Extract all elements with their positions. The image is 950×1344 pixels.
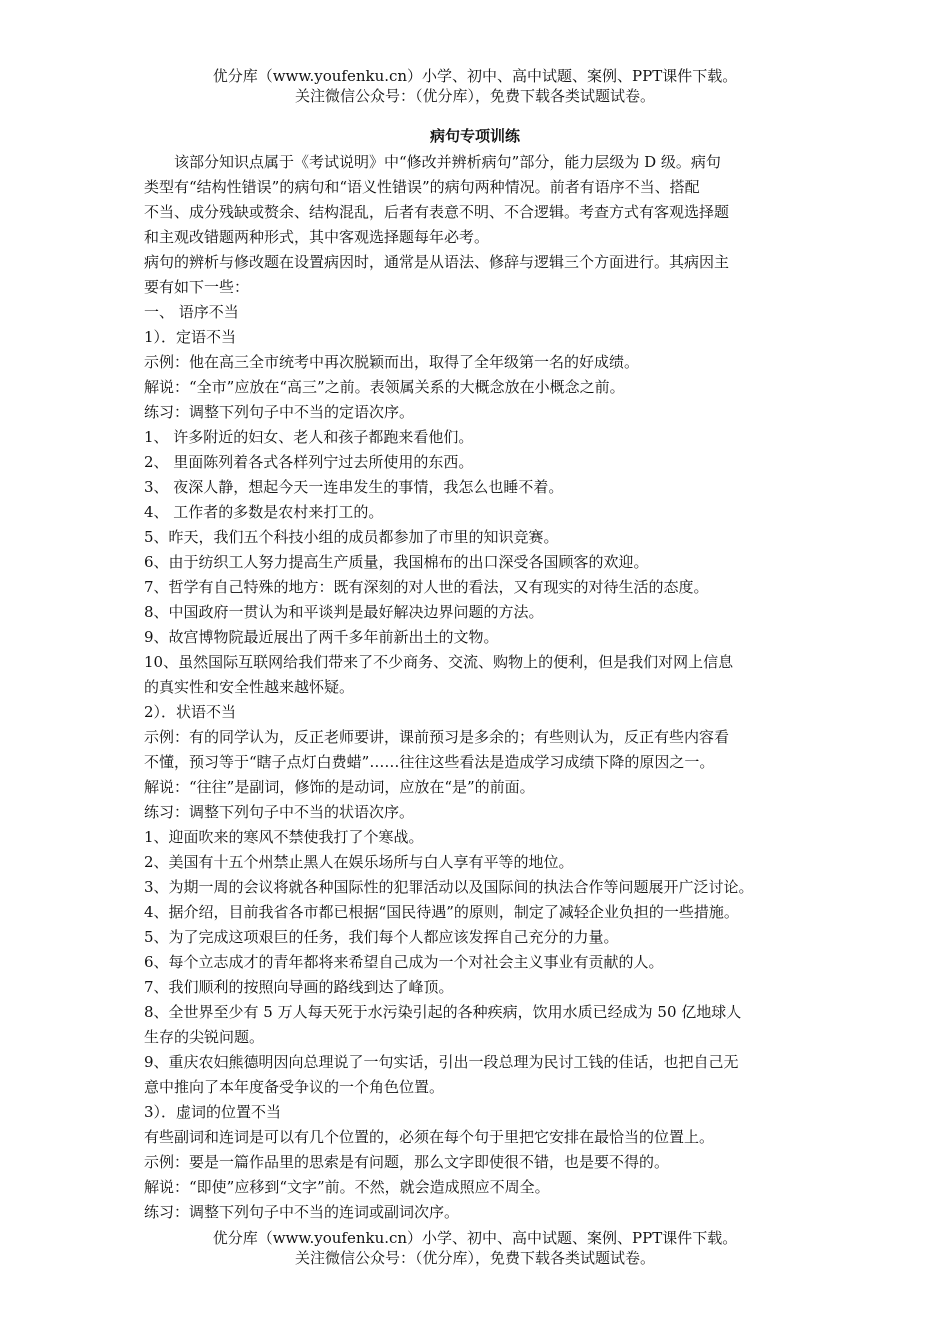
text-line: 2、美国有十五个州禁止黑人在娱乐场所与白人享有平等的地位。 <box>144 853 574 871</box>
header-line-2: 关注微信公众号：（优分库），免费下载各类试题试卷。 <box>294 87 655 105</box>
text-line: 示例：他在高三全市统考中再次脱颖而出，取得了全年级第一名的好成绩。 <box>144 353 640 371</box>
text-line: 一、 语序不当 <box>144 303 239 321</box>
text-line: 7、哲学有自己特殊的地方：既有深刻的对人世的看法，又有现实的对待生活的态度。 <box>144 578 709 596</box>
text-line: 3、 夜深人静，想起今天一连串发生的事情，我怎么也睡不着。 <box>144 478 564 496</box>
header-line-1: 优分库（www.youfenku.cn）小学、初中、高中试题、案例、PPT课件下载。 <box>212 67 738 85</box>
text-line: 不懂，预习等于“瞎子点灯白费蜡”……往往这些看法是造成学习成绩下降的原因之一。 <box>144 753 715 771</box>
text-line: 5、昨天，我们五个科技小组的成员都参加了市里的知识竞赛。 <box>144 528 559 546</box>
text-line: 该部分知识点属于《考试说明》中“修改并辨析病句”部分，能力层级为 D 级。病句 <box>174 153 721 171</box>
document-body <box>144 150 820 1225</box>
text-line: 不当、成分残缺或赘余、结构混乱，后者有表意不明、不合逻辑。考查方式有客观选择题 <box>144 203 730 221</box>
text-line: 解说：“全市”应放在“高三”之前。表领属关系的大概念放在小概念之前。 <box>144 378 625 396</box>
text-line: 有些副词和连词是可以有几个位置的，必须在每个句于里把它安排在最恰当的位置上。 <box>144 1128 715 1146</box>
text-line: 9、重庆农妇熊德明因向总理说了一句实话，引出一段总理为民讨工钱的佳话，也把自己无 <box>144 1053 739 1071</box>
document-title: 病句专项训练 <box>429 127 520 145</box>
text-line: 9、故宫博物院最近展出了两千多年前新出土的文物。 <box>144 628 499 646</box>
text-line: 和主观改错题两种形式，其中客观选择题每年必考。 <box>144 228 490 246</box>
text-line: 生存的尖锐问题。 <box>144 1028 265 1046</box>
text-line: 1、迎面吹来的寒风不禁使我打了个寒战。 <box>144 828 424 846</box>
text-line: 3）．虚词的位置不当 <box>144 1103 282 1121</box>
text-line: 练习：调整下列句子中不当的连词或副词次序。 <box>144 1203 460 1221</box>
page-header <box>0 66 950 106</box>
text-line: 5、为了完成这项艰巨的任务，我们每个人都应该发挥自己充分的力量。 <box>144 928 619 946</box>
text-line: 解说：“即使”应移到“文字”前。不然，就会造成照应不周全。 <box>144 1178 550 1196</box>
text-line: 的真实性和安全性越来越怀疑。 <box>144 678 355 696</box>
text-line: 2、 里面陈列着各式各样列宁过去所使用的东西。 <box>144 453 474 471</box>
text-line: 6、每个立志成才的青年都将来希望自己成为一个对社会主义事业有贡献的人。 <box>144 953 664 971</box>
text-line: 8、全世界至少有 5 万人每天死于水污染引起的各种疾病，饮用水质已经成为 50 亿地球人 <box>144 1003 742 1021</box>
text-line: 4、 工作者的多数是农村来打工的。 <box>144 503 384 521</box>
text-line: 示例：要是一篇作品里的思索是有问题，那么文字即使很不错，也是要不得的。 <box>144 1153 670 1171</box>
text-line: 要有如下一些： <box>144 278 250 296</box>
text-line: 病句的辨析与修改题在设置病因时，通常是从语法、修辞与逻辑三个方面进行。其病因主 <box>144 253 730 271</box>
text-line: 2）．状语不当 <box>144 703 237 721</box>
footer-line-2: 关注微信公众号：（优分库），免费下载各类试题试卷。 <box>294 1249 655 1267</box>
text-line: 1、 许多附近的妇女、老人和孩子都跑来看他们。 <box>144 428 474 446</box>
page-footer <box>0 1228 950 1268</box>
text-line: 1）．定语不当 <box>144 328 237 346</box>
text-line: 示例：有的同学认为，反正老师要讲，课前预习是多余的；有些则认为，反正有些内容看 <box>144 728 730 746</box>
text-line: 6、由于纺织工人努力提高生产质量，我国棉布的出口深受各国顾客的欢迎。 <box>144 553 649 571</box>
text-line: 3、为期一周的会议将就各种国际性的犯罪活动以及国际间的执法合作等问题展开广泛讨论。 <box>144 878 754 896</box>
text-line: 4、据介绍，目前我省各市都已根据“国民待遇”的原则，制定了减轻企业负担的一些措施。 <box>144 903 739 921</box>
text-line: 意中推向了本年度备受争议的一个角色位置。 <box>144 1078 445 1096</box>
text-line: 解说：“往往”是副词，修饰的是动词，应放在“是”的前面。 <box>144 778 535 796</box>
text-line: 8、中国政府一贯认为和平谈判是最好解决边界问题的方法。 <box>144 603 544 621</box>
text-line: 10、虽然国际互联网给我们带来了不少商务、交流、购物上的便利，但是我们对网上信息 <box>144 653 734 671</box>
footer-line-1: 优分库（www.youfenku.cn）小学、初中、高中试题、案例、PPT课件下载。 <box>212 1229 738 1247</box>
text-line: 7、我们顺利的按照向导画的路线到达了峰顶。 <box>144 978 454 996</box>
text-line: 练习：调整下列句子中不当的定语次序。 <box>144 403 415 421</box>
text-line: 练习：调整下列句子中不当的状语次序。 <box>144 803 415 821</box>
text-line: 类型有“结构性错误”的病句和“语义性错误”的病句两种情况。前者有语序不当、搭配 <box>144 178 700 196</box>
